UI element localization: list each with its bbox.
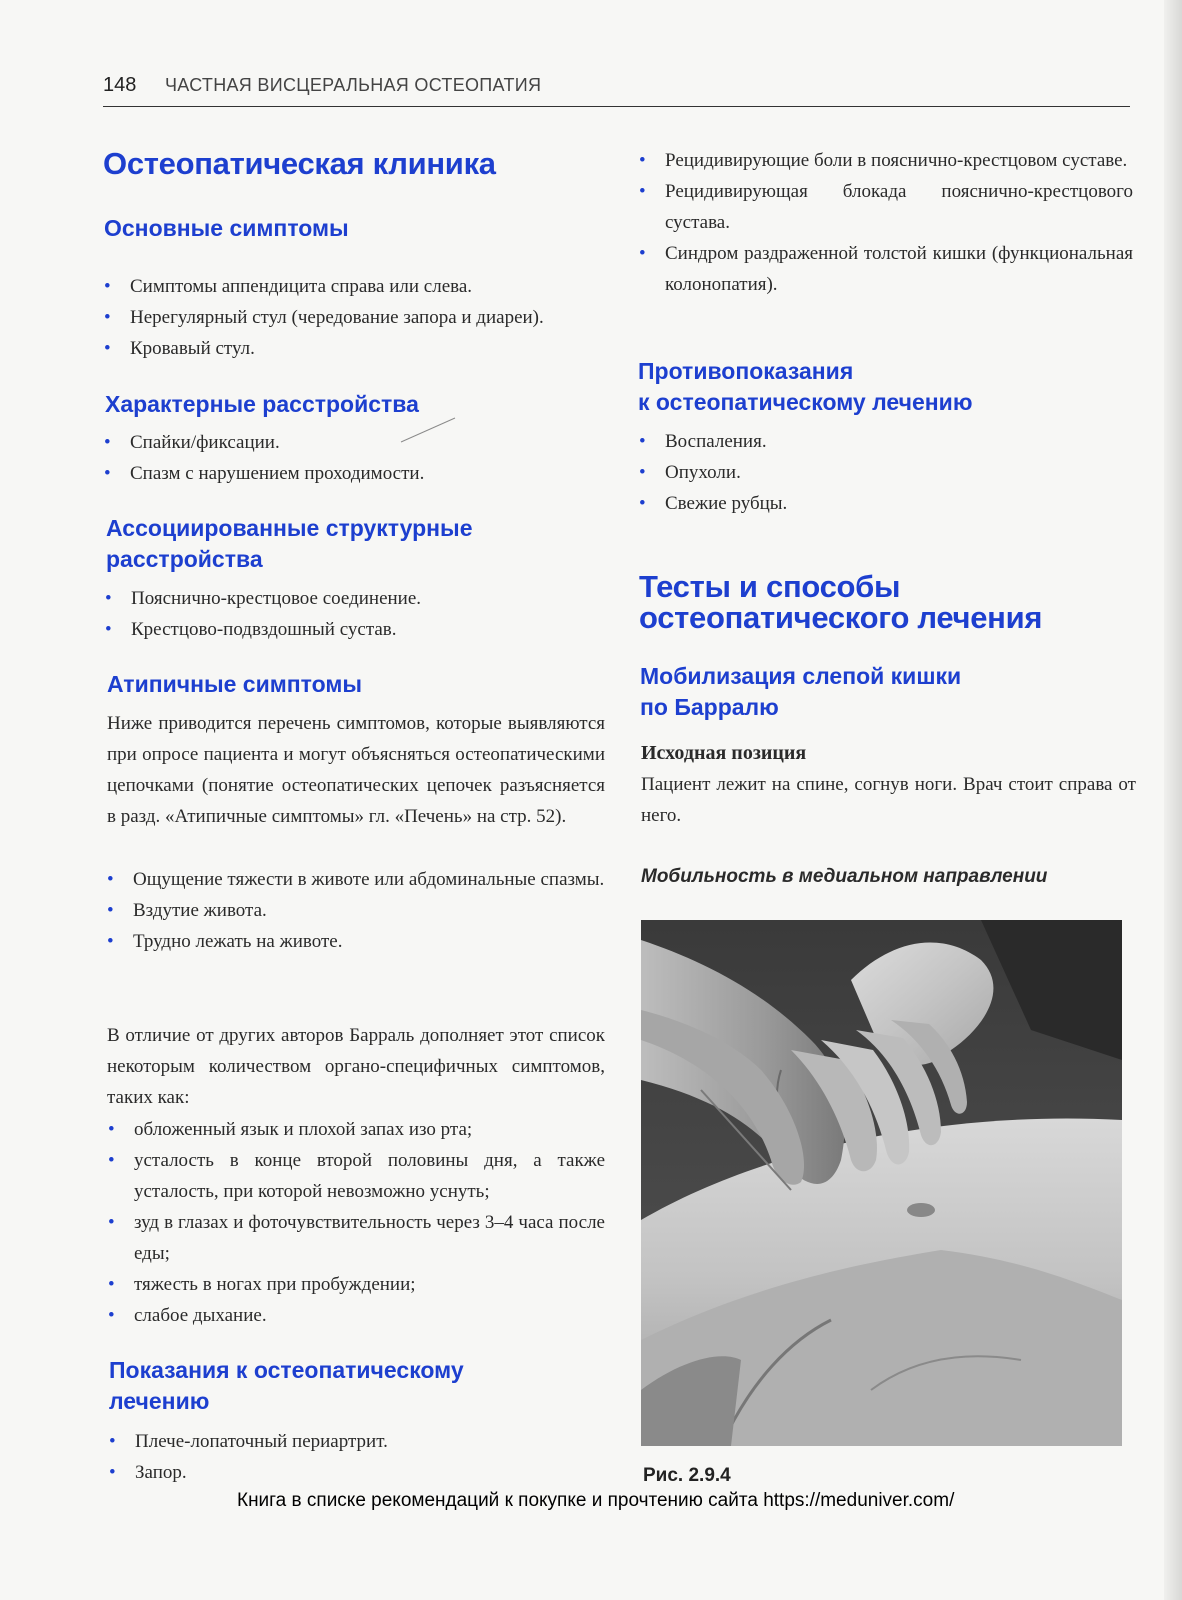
list-indications — [108, 1426, 605, 1488]
figure-caption: Рис. 2.9.4 — [643, 1465, 731, 1486]
heading-line: остеопатического лечения — [639, 600, 1043, 635]
photo-illustration — [641, 920, 1122, 1446]
heading-line: к остеопатическому лечению — [638, 389, 973, 415]
section-title-clinic: Остеопатическая клиника — [103, 146, 496, 181]
heading-medial-mobility: Мобильность в медиальном направлении — [641, 866, 1048, 887]
list-indications-continued — [638, 145, 1133, 300]
list-contraindications — [638, 426, 1133, 519]
list-item: • слабое дыхание. — [107, 1300, 605, 1331]
list-item: • Рецидивирующая блокада пояснично-крестцового сустава. — [638, 176, 1133, 238]
list-item: • Ощущение тяжести в животе или абдоминальные спазмы. — [106, 864, 605, 895]
list-associated-disorders — [104, 583, 604, 645]
heading-starting-position: Исходная позиция — [641, 742, 807, 764]
paragraph-atypical-intro: Ниже приводится перечень симптомов, которые выявляются при опросе пациента и могут объясняться остеопатическими цепочками (понятие остеопатических цепочек разъясняется в разд. «Атипичные симптомы» гл. «Печень» на стр. 52). — [107, 713, 605, 827]
list-item: • Опухоли. — [638, 457, 1133, 488]
running-header — [103, 70, 1130, 107]
heading-line: Тесты и способы — [639, 569, 901, 604]
list-item: • Свежие рубцы. — [638, 488, 1133, 519]
list-characteristic-disorders — [103, 427, 605, 489]
list-item: • зуд в глазах и фоточувствительность через 3–4 часа после еды; — [107, 1207, 605, 1269]
list-item: • Кровавый стул. — [103, 333, 605, 364]
heading-main-symptoms: Основные симптомы — [104, 215, 349, 241]
heading-line: Мобилизация слепой кишки — [640, 663, 962, 689]
heading-associated-disorders — [106, 513, 473, 575]
heading-line: Противопоказания — [638, 358, 854, 384]
heading-atypical-symptoms: Атипичные симптомы — [107, 671, 363, 697]
list-item: • Пояснично-крестцовое соединение. — [104, 583, 604, 614]
list-item: • Воспаления. — [638, 426, 1133, 457]
heading-cecum-mobilization — [640, 661, 961, 723]
heading-line: лечению — [109, 1388, 210, 1414]
list-item: • Рецидивирующие боли в пояснично-крестцовом суставе. — [638, 145, 1133, 176]
footer-recommendation: Книга в списке рекомендаций к покупке и прочтению сайта https://meduniver.com/ — [237, 1490, 955, 1511]
paragraph-starting-position: Пациент лежит на спине, согнув ноги. Врач стоит справа от него. — [641, 774, 1136, 826]
list-item: • Синдром раздраженной толстой кишки (функциональная колонопатия). — [638, 238, 1133, 300]
running-title: ЧАСТНАЯ ВИСЦЕРАЛЬНАЯ ОСТЕОПАТИЯ — [165, 75, 542, 95]
list-item: • Плече-лопаточный периартрит. — [108, 1426, 605, 1457]
list-item: • Трудно лежать на животе. — [106, 926, 605, 957]
list-organ-specific — [107, 1114, 605, 1331]
list-item: • усталость в конце второй половины дня, а также усталость, при которой невозможно уснуть; — [107, 1145, 605, 1207]
list-item: • Крестцово-подвздошный сустав. — [104, 614, 604, 645]
page-number: 148 — [103, 74, 137, 96]
list-item: • тяжесть в ногах при пробуждении; — [107, 1269, 605, 1300]
list-item: • обложенный язык и плохой запах изо рта; — [107, 1114, 605, 1145]
list-atypical — [106, 864, 605, 957]
heading-indications — [109, 1355, 464, 1417]
section-title-tests — [639, 571, 1042, 633]
heading-line: по Барралю — [640, 694, 779, 720]
figure-photo — [641, 920, 1122, 1446]
list-item: • Спайки/фиксации. — [103, 427, 605, 458]
heading-line: расстройства — [106, 546, 263, 572]
heading-characteristic-disorders: Характерные расстройства — [105, 391, 419, 417]
page-edge — [1164, 0, 1182, 1600]
list-main-symptoms — [103, 271, 605, 364]
list-item: • Запор. — [108, 1457, 605, 1488]
heading-line: Ассоциированные структурные — [106, 515, 473, 541]
list-item: • Симптомы аппендицита справа или слева. — [103, 271, 605, 302]
paragraph-barral: В отличие от других авторов Барраль дополняет этот список некоторым количеством органо-специфичных симптомов, таких как: — [107, 1025, 605, 1108]
list-item: • Вздутие живота. — [106, 895, 605, 926]
heading-line: Показания к остеопатическому — [109, 1357, 464, 1383]
pen-mark — [398, 415, 458, 445]
list-item: • Спазм с нарушением проходимости. — [103, 458, 605, 489]
list-item: • Нерегулярный стул (чередование запора и диареи). — [103, 302, 605, 333]
heading-contraindications — [638, 356, 972, 418]
